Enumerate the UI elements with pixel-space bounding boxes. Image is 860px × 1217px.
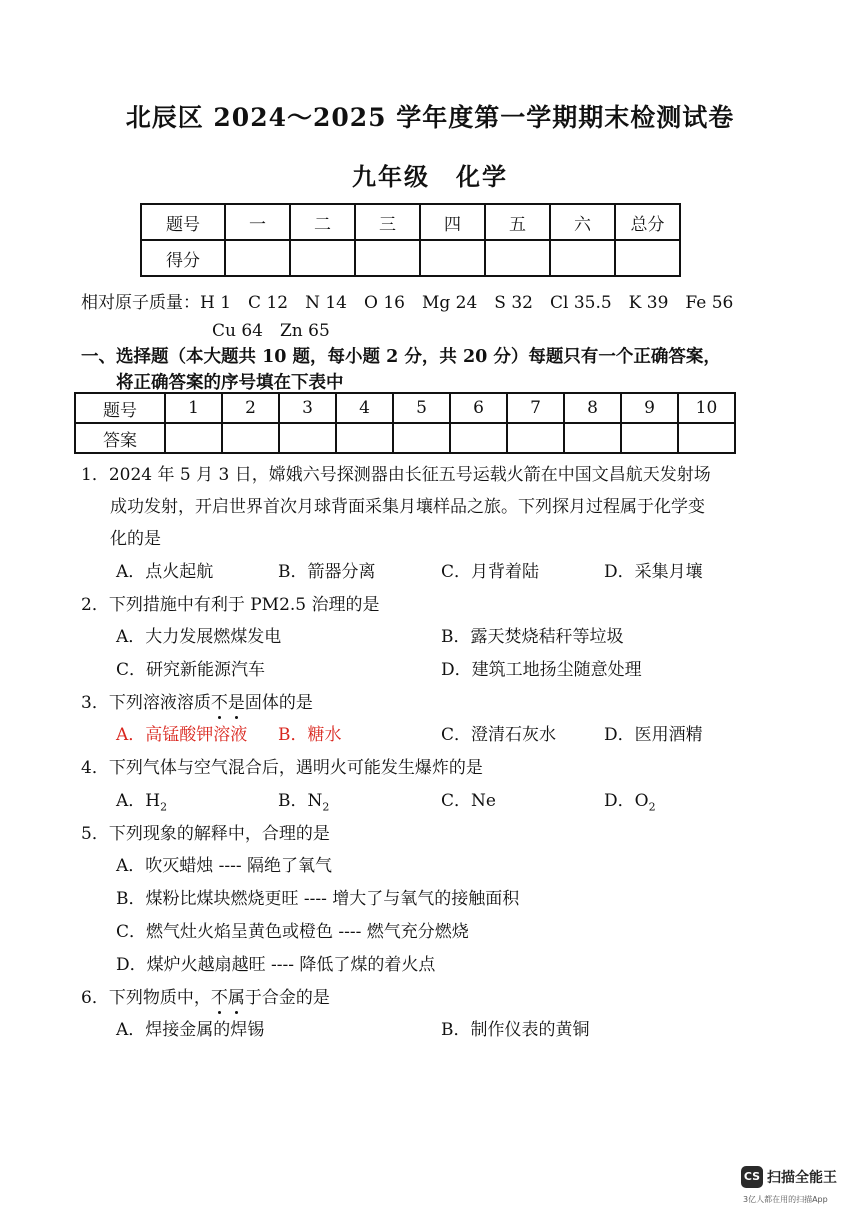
answer-number: 6 (450, 393, 507, 423)
answer-number: 8 (564, 393, 621, 423)
q3-option-d: D．医用酒精 (604, 725, 703, 745)
q4-option-d-label: D．O (604, 791, 649, 811)
q6-stem-pre: 6．下列物质中， (81, 988, 211, 1008)
q5-stem: 5．下列现象的解释中，合理的是 (81, 824, 330, 844)
q3-emphasis-bu: 不 (210, 693, 228, 713)
answer-number: 3 (279, 393, 336, 423)
q4-option-a-sub: 2 (160, 800, 168, 814)
score-cell (615, 240, 680, 276)
q3-stem-pre: 3．下列溶液溶质 (81, 693, 211, 713)
q1-option-c: C．月背着陆 (441, 562, 540, 582)
q1-option-a: A．点火起航 (116, 562, 214, 582)
answer-cell (279, 423, 336, 453)
atomic-mass-line1: 相对原子质量：H 1 C 12 N 14 O 16 Mg 24 S 32 Cl 35.5 K 39 Fe 56 (81, 293, 734, 313)
score-col-3: 三 (355, 204, 420, 240)
atomic-mass-line2: Cu 64 Zn 65 (212, 321, 330, 341)
q4-option-b-label: B．N (278, 791, 323, 811)
exam-title: 北辰区 2024～2025 学年度第一学期期末检测试卷 (125, 103, 735, 132)
score-cell (420, 240, 485, 276)
q6-option-b: B．制作仪表的黄铜 (441, 1020, 590, 1040)
score-col-1: 一 (225, 204, 290, 240)
answer-cell (507, 423, 564, 453)
q4-option-a-label: A．H (116, 791, 161, 811)
answer-number: 7 (507, 393, 564, 423)
section1-heading: 一、选择题（本大题共 10 题，每小题 2 分，共 20 分）每题只有一个正确答案， (81, 347, 721, 367)
q6-stem (81, 983, 330, 1008)
scanner-logo-icon: CS (741, 1166, 763, 1188)
score-table-header-row (141, 204, 680, 240)
score-cell (290, 240, 355, 276)
q2-option-d: D．建筑工地扬尘随意处理 (441, 660, 642, 680)
score-table-score-row (141, 240, 680, 276)
score-col-2: 二 (290, 204, 355, 240)
q2-stem: 2．下列措施中有利于 PM2.5 治理的是 (81, 595, 380, 615)
score-cell (550, 240, 615, 276)
answer-cell (621, 423, 678, 453)
q3-option-a: A．高锰酸钾溶液 (116, 725, 248, 745)
q1-stem-line2: 成功发射，开启世界首次月球背面采集月壤样品之旅。下列探月过程属于化学变 (110, 497, 705, 517)
score-col-6: 六 (550, 204, 615, 240)
score-col-label: 题号 (141, 204, 225, 240)
answer-number: 5 (393, 393, 450, 423)
answer-row-label: 答案 (75, 423, 165, 453)
q2-option-a: A．大力发展燃煤发电 (116, 627, 282, 647)
q6-emphasis-shu: 属 (227, 988, 245, 1008)
answer-cell (165, 423, 222, 453)
score-col-total: 总分 (615, 204, 680, 240)
score-col-5: 五 (485, 204, 550, 240)
score-cell (355, 240, 420, 276)
answer-table-answer-row (75, 423, 735, 453)
q5-option-c: C．燃气灶火焰呈黄色或橙色 ---- 燃气充分燃烧 (116, 922, 469, 942)
answer-header-label: 题号 (75, 393, 165, 423)
answer-cell (678, 423, 735, 453)
q1-option-d: D．采集月壤 (604, 562, 703, 582)
q3-option-c: C．澄清石灰水 (441, 725, 557, 745)
q6-emphasis-bu: 不 (210, 988, 228, 1008)
q1-option-b: B．箭器分离 (278, 562, 376, 582)
score-cell (225, 240, 290, 276)
answer-number: 4 (336, 393, 393, 423)
score-col-4: 四 (420, 204, 485, 240)
answer-table-number-row (75, 393, 735, 423)
q3-emphasis-shi: 是 (227, 693, 245, 713)
q5-option-d: D．煤炉火越扇越旺 ---- 降低了煤的着火点 (116, 955, 436, 975)
q1-stem-line1: 1．2024 年 5 月 3 日，嫦娥六号探测器由长征五号运载火箭在中国文昌航天发射场 (81, 465, 711, 485)
q4-option-d (604, 786, 656, 813)
answer-number: 10 (678, 393, 735, 423)
answer-cell (564, 423, 621, 453)
q4-stem: 4．下列气体与空气混合后，遇明火可能发生爆炸的是 (81, 758, 483, 778)
answer-table (74, 392, 736, 454)
answer-cell (222, 423, 279, 453)
q4-option-b (278, 786, 329, 813)
answer-number: 9 (621, 393, 678, 423)
q6-option-a: A．焊接金属的焊锡 (116, 1020, 265, 1040)
q1-stem-line3: 化的是 (110, 529, 161, 549)
q4-option-d-sub: 2 (648, 800, 656, 814)
q6-stem-post: 于合金的是 (244, 988, 330, 1008)
answer-cell (450, 423, 507, 453)
answer-number: 1 (165, 393, 222, 423)
q2-option-b: B．露天焚烧秸秆等垃圾 (441, 627, 624, 647)
score-row-label: 得分 (141, 240, 225, 276)
q5-option-b: B．煤粉比煤块燃烧更旺 ---- 增大了与氧气的接触面积 (116, 889, 520, 909)
q4-option-b-sub: 2 (322, 800, 330, 814)
q4-option-c: C．Ne (441, 791, 496, 811)
q3-stem-post: 固体的是 (244, 693, 313, 713)
answer-number: 2 (222, 393, 279, 423)
score-table (140, 203, 681, 277)
q2-option-c: C．研究新能源汽车 (116, 660, 266, 680)
q5-option-a: A．吹灭蜡烛 ---- 隔绝了氧气 (116, 856, 333, 876)
q4-option-a (116, 786, 167, 813)
answer-cell (393, 423, 450, 453)
q3-stem (81, 688, 313, 713)
section1-instruction: 将正确答案的序号填在下表中 (116, 373, 344, 393)
scanner-app-tagline: 3亿人都在用的扫描App (743, 1195, 828, 1204)
answer-cell (336, 423, 393, 453)
exam-subtitle: 九年级 化学 (352, 162, 508, 191)
scanner-app-name: 扫描全能王 (767, 1170, 837, 1186)
score-cell (485, 240, 550, 276)
q3-option-b: B．糖水 (278, 725, 342, 745)
